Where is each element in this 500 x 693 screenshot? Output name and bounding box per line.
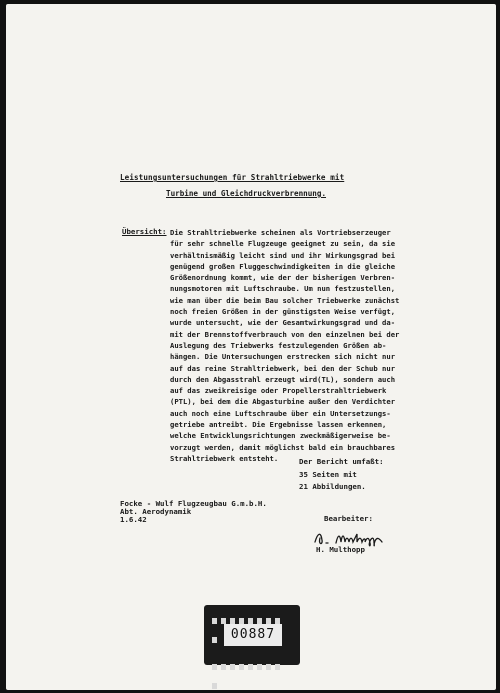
- summary-line: (PTL), bei dem die Abgasturbine außer den Verdichter: [170, 397, 396, 407]
- summary-line: wie man über die beim Bau solcher Triebwerke zunächst: [170, 295, 400, 305]
- film-perforation: [212, 655, 292, 661]
- summary-line: auf das reine Strahltriebwerk, bei den der Schub nur: [170, 363, 396, 373]
- summary-line: auf das zweikreisige oder Propellerstrahltriebwerk: [170, 386, 387, 396]
- summary-line: Die Strahltriebwerke scheinen als Vortriebserzeuger: [170, 228, 391, 237]
- summary-line: getriebe antreibt. Die Ergebnisse lassen erkennen,: [170, 420, 387, 430]
- summary-line: nungsmotoren mit Luftschraube. Um nun festzustellen,: [170, 284, 396, 294]
- summary-line: vorzugt werden, damit möglichst bald ein brauchbares: [170, 442, 396, 452]
- report-info-line: 35 Seiten mit: [299, 469, 357, 479]
- company-department: Abt. Aerodynamik: [120, 507, 192, 517]
- author-name: H. Multhopp: [316, 545, 365, 554]
- document-date: 1.6.42: [120, 515, 147, 525]
- summary-line: Größenordnung kommt, wie der der bisherigen Verbren-: [170, 273, 396, 283]
- summary-line: auch noch eine Luftschraube über ein Untersetzungs-: [170, 408, 391, 418]
- summary-line: wurde untersucht, wie der Gesamtwirkungsgrad und da-: [170, 318, 396, 328]
- archive-number: 00887: [224, 624, 282, 646]
- document-subtitle: Turbine und Gleichdruckverbrennung.: [166, 189, 327, 198]
- company-name: Focke - Wulf Flugzeugbau G.m.b.H.: [120, 499, 267, 508]
- summary-line: durch den Abgasstrahl erzeugt wird(TL), sondern auch: [170, 374, 396, 384]
- author-label: Bearbeiter:: [324, 514, 373, 523]
- summary-line: für sehr schnelle Flugzeuge geeignet zu sein, da sie: [170, 239, 396, 249]
- archive-stamp: [204, 605, 300, 665]
- report-info-line: Der Bericht umfaßt:: [299, 457, 384, 466]
- summary-line: welche Entwicklungsrichtungen zweckmäßigerweise be-: [170, 431, 391, 441]
- summary-line: genügend großen Fluggeschwindigkeiten in die gleiche: [170, 261, 396, 271]
- document-title: Leistungsuntersuchungen für Strahltriebwerke mit: [120, 173, 345, 182]
- report-info-line: 21 Abbildungen.: [299, 482, 366, 491]
- summary-body: [170, 227, 399, 464]
- summary-line: hängen. Die Untersuchungen erstrecken sich nicht nur: [170, 352, 396, 362]
- summary-line: Auslegung des Triebwerks festzulegenden Größen ab-: [170, 340, 387, 350]
- summary-line: noch freien Größen in der günstigsten Weise verfügt,: [170, 307, 396, 317]
- summary-label: Übersicht:: [122, 227, 167, 236]
- summary-line: verhältnismäßig leicht sind und ihr Wirkungsgrad bei: [170, 250, 396, 260]
- summary-line: mit der Brennstoffverbrauch von den einzelnen bei der: [170, 329, 400, 339]
- film-perforation: [212, 609, 292, 615]
- report-info: [299, 456, 384, 494]
- company-block: [120, 500, 267, 525]
- summary-line: Strahltriebwerk entsteht.: [170, 453, 279, 463]
